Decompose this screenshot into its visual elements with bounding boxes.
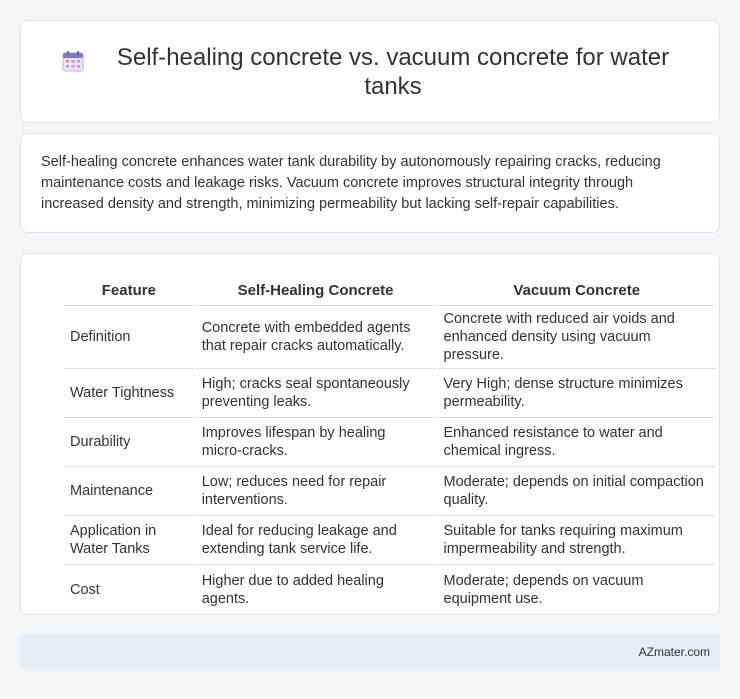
cell-feature: Water Tightness	[64, 369, 194, 418]
cell-self-healing: High; cracks seal spontaneously preventing leaks.	[196, 369, 436, 418]
summary-card	[20, 133, 720, 233]
table-row	[64, 306, 716, 369]
table-row	[64, 418, 716, 467]
page-title: Self-healing concrete vs. vacuum concrete for water tanks	[116, 43, 670, 100]
cell-vacuum: Very High; dense structure minimizes permeability.	[438, 369, 717, 418]
cell-vacuum: Moderate; depends on vacuum equipment use.	[443, 572, 644, 607]
summary-text: Self-healing concrete enhances water tank durability by autonomously repairing cracks, reducing maintenance costs and leakage risks. Vacuum concrete improves structural integrity through increased density and strength, minimizing permeability but lacking self-repair capabilities.	[41, 153, 661, 212]
cell-feature: Application in Water Tanks	[64, 516, 194, 565]
title-card	[20, 20, 720, 123]
cell-vacuum: Moderate; depends on initial compaction quality.	[438, 467, 717, 516]
cell-self-healing: Ideal for reducing leakage and extending tank service life.	[196, 516, 436, 565]
table-row	[64, 516, 716, 565]
table-row	[64, 565, 716, 614]
title-wrap	[61, 43, 679, 101]
cell-feature: Definition	[64, 306, 194, 369]
cell-vacuum: Concrete with reduced air voids and enhanced density using vacuum pressure.	[438, 306, 717, 369]
header-vacuum: Vacuum Concrete	[438, 276, 717, 306]
cell-self-healing: Improves lifespan by healing micro-cracks.	[196, 418, 436, 467]
table-row	[64, 467, 716, 516]
comparison-table	[62, 276, 718, 614]
cell-feature: Cost	[70, 581, 100, 598]
cell-feature: Durability	[64, 418, 194, 467]
calendar-icon	[61, 49, 85, 73]
cell-vacuum: Enhanced resistance to water and chemical ingress.	[438, 418, 717, 467]
comparison-table-card	[20, 253, 720, 615]
table-row	[64, 369, 716, 418]
cell-self-healing: Low; reduces need for repair interventions.	[196, 467, 436, 516]
cell-self-healing: Higher due to added healing agents.	[201, 572, 384, 607]
table-header-row	[64, 276, 716, 306]
footer	[20, 634, 720, 669]
cell-vacuum: Suitable for tanks requiring maximum impermeability and strength.	[438, 516, 717, 565]
cell-feature: Maintenance	[64, 467, 194, 516]
footer-brand[interactable]: AZmater.com	[638, 644, 710, 659]
cell-self-healing: Concrete with embedded agents that repair cracks automatically.	[196, 306, 436, 369]
header-feature: Feature	[64, 276, 194, 306]
header-self-healing: Self-Healing Concrete	[196, 276, 436, 306]
